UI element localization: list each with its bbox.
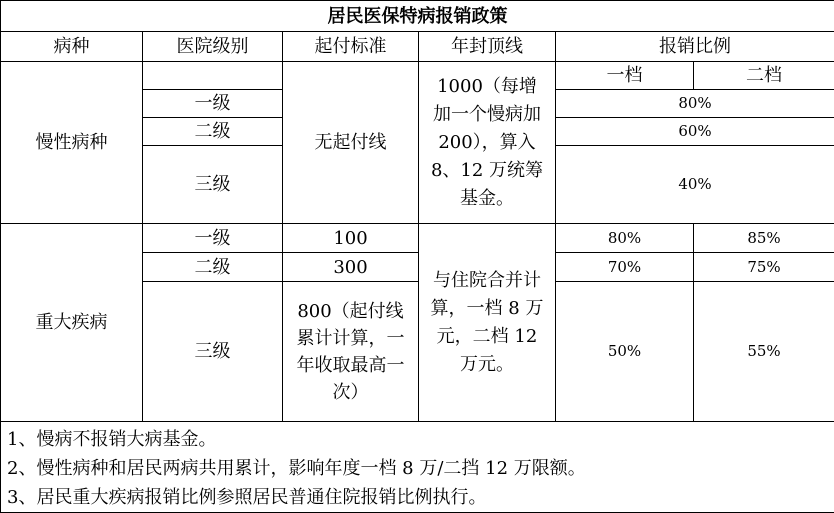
chronic-annual-cap: 1000（每增加一个慢病加 200），算入 8、12 万统筹基金。 <box>419 62 556 224</box>
major-annual-cap: 与住院合并计算，一档 8 万元，二档 12 万元。 <box>419 224 556 422</box>
major-level-3: 三级 <box>143 282 283 422</box>
chronic-ratio-3: 40% <box>556 146 834 224</box>
chronic-deductible: 无起付线 <box>283 62 419 224</box>
note-2: 2、慢性病种和居民两病共用累计，影响年度一档 8 万/二挡 12 万限额。 <box>7 454 828 483</box>
major-tier2-3: 55% <box>694 282 834 422</box>
major-level-2: 二级 <box>143 253 283 282</box>
chronic-level-3: 三级 <box>143 146 283 224</box>
chronic-level-2: 二级 <box>143 118 283 146</box>
table-title: 居民医保特病报销政策 <box>1 1 834 32</box>
major-disease-name: 重大疾病 <box>1 224 143 422</box>
chronic-disease-name: 慢性病种 <box>1 62 143 224</box>
major-tier2-1: 85% <box>694 224 834 253</box>
header-tier1: 一档 <box>556 62 694 90</box>
major-level-1: 一级 <box>143 224 283 253</box>
chronic-ratio-1: 80% <box>556 90 834 118</box>
header-deductible: 起付标准 <box>283 32 419 62</box>
major-deductible-1: 100 <box>283 224 419 253</box>
major-tier1-2: 70% <box>556 253 694 282</box>
note-1: 1、慢病不报销大病基金。 <box>7 425 828 454</box>
major-tier1-1: 80% <box>556 224 694 253</box>
header-ratio: 报销比例 <box>556 32 834 62</box>
chronic-ratio-2: 60% <box>556 118 834 146</box>
major-deductible-3: 800（起付线累计计算，一年收取最高一次） <box>283 282 419 422</box>
major-deductible-2: 300 <box>283 253 419 282</box>
header-disease: 病种 <box>1 32 143 62</box>
notes-block <box>1 422 834 513</box>
empty-level-cell <box>143 62 283 90</box>
chronic-level-1: 一级 <box>143 90 283 118</box>
header-hospital-level: 医院级别 <box>143 32 283 62</box>
note-3: 3、居民重大疾病报销比例参照居民普通住院报销比例执行。 <box>7 483 828 512</box>
major-tier2-2: 75% <box>694 253 834 282</box>
major-tier1-3: 50% <box>556 282 694 422</box>
header-annual-cap: 年封顶线 <box>419 32 556 62</box>
header-tier2: 二档 <box>694 62 834 90</box>
